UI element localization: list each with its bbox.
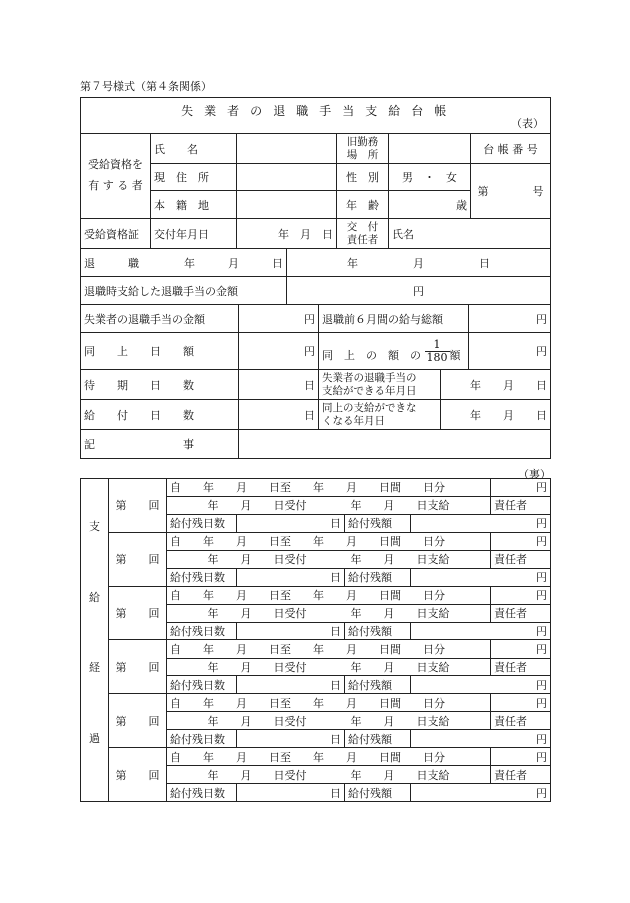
remaining-amount-field[interactable]: 円	[411, 784, 551, 802]
receipt-payment-date-field[interactable]: 年 月 日受付 年 月 日支給	[167, 550, 491, 568]
remaining-days-field[interactable]: 日	[237, 514, 345, 532]
waiting-days-label: 待 期 日 数	[81, 370, 239, 400]
pay-days-label: 給 付 日 数	[81, 400, 239, 430]
daily-amount-field[interactable]: 円	[239, 333, 319, 370]
responsible-person-label: 責任者	[494, 553, 527, 567]
cannot-pay-date-label: 同上の支給ができな くなる年月日	[319, 400, 441, 430]
remaining-amount-label: 給付残額	[345, 514, 411, 532]
back-ledger-table	[80, 478, 550, 802]
times-label: 第 回	[109, 748, 167, 802]
prev-workplace-field[interactable]	[389, 134, 471, 164]
issuer-name-field[interactable]	[389, 219, 551, 249]
receipt-payment-date-field[interactable]: 年 月 日受付 年 月 日支給	[167, 658, 491, 676]
remaining-days-label: 給付残日数	[167, 784, 237, 802]
payment-history-label-char: 支	[89, 519, 100, 533]
payment-period-field[interactable]: 自 年 月 日至 年 月 日間 日分	[167, 694, 491, 712]
notes-field[interactable]	[239, 430, 551, 459]
can-pay-date-field[interactable]: 年 月 日	[441, 370, 551, 400]
address-label: 現 住 所	[151, 164, 237, 191]
times-label: 第 回	[109, 586, 167, 640]
payment-period-field[interactable]: 自 年 月 日至 年 月 日間 日分	[167, 479, 491, 497]
receipt-payment-date-field[interactable]: 年 月 日受付 年 月 日支給	[167, 604, 491, 622]
responsible-person-label: 責任者	[494, 661, 527, 674]
responsible-person-field[interactable]	[491, 658, 551, 676]
address-field[interactable]	[237, 164, 337, 191]
name-label: 氏 名	[151, 134, 237, 164]
times-label: 第 回	[109, 532, 167, 586]
responsible-person-label: 責任者	[494, 768, 527, 782]
payment-period-field[interactable]: 自 年 月 日至 年 月 日間 日分	[167, 640, 491, 658]
remaining-amount-field[interactable]: 円	[411, 676, 551, 694]
remaining-amount-label: 給付残額	[345, 568, 411, 586]
back-side-label: （裏）	[518, 468, 551, 481]
responsible-person-field[interactable]	[491, 550, 551, 568]
form-number-label: 第７号様式（第４条関係）	[80, 80, 212, 93]
same-amount-label: 同 上 の 額 の	[322, 349, 421, 363]
front-side-label: （表）	[511, 117, 545, 130]
remaining-days-label: 給付残日数	[167, 568, 237, 586]
remaining-amount-field[interactable]: 円	[411, 622, 551, 640]
page-title: 失 業 者 の 退 職 手 当 支 給 台 帳	[181, 104, 450, 118]
remaining-days-label: 給付残日数	[167, 730, 237, 748]
remaining-days-field[interactable]: 日	[237, 622, 345, 640]
remaining-amount-field[interactable]: 円	[411, 514, 551, 532]
fraction	[425, 339, 450, 363]
sex-field[interactable]: 男 ・ 女	[389, 164, 471, 191]
remaining-days-label: 給付残日数	[167, 622, 237, 640]
remaining-days-field[interactable]: 日	[237, 568, 345, 586]
payment-period-field[interactable]: 自 年 月 日至 年 月 日間 日分	[167, 532, 491, 550]
issue-date-field[interactable]: 年 月 日	[237, 219, 337, 249]
payment-period-amount[interactable]: 円	[491, 640, 551, 658]
ledger-number-field[interactable]: 第 号	[471, 164, 551, 219]
remaining-amount-label: 給付残額	[345, 676, 411, 694]
issuer-name-label: 氏名	[392, 227, 414, 241]
remaining-days-label: 給付残日数	[167, 676, 237, 694]
remaining-days-label: 給付残日数	[167, 514, 237, 532]
payment-history-label-char: 経	[89, 661, 100, 675]
remaining-amount-label: 給付残額	[345, 730, 411, 748]
retire-date-field[interactable]: 年 月 日	[287, 249, 551, 277]
payment-history-label-column	[81, 479, 109, 802]
remaining-days-field[interactable]: 日	[237, 676, 345, 694]
waiting-days-field[interactable]: 日	[239, 370, 319, 400]
remaining-amount-label: 給付残額	[345, 784, 411, 802]
payment-period-amount[interactable]: 円	[491, 748, 551, 766]
responsible-person-label: 責任者	[494, 607, 527, 621]
responsible-person-label: 責任者	[494, 499, 527, 513]
responsible-person-field[interactable]	[491, 766, 551, 784]
fraction-numerator: 1	[425, 339, 450, 352]
responsible-person-field[interactable]	[491, 496, 551, 514]
fraction-label-cell	[319, 333, 469, 370]
times-label: 第 回	[109, 479, 167, 533]
domicile-field[interactable]	[237, 191, 337, 219]
wage-total-label: 退職前６月間の給与総額	[319, 305, 469, 333]
times-label: 第 回	[109, 640, 167, 694]
age-label: 年 齢	[337, 191, 389, 219]
payment-period-amount[interactable]: 円	[491, 532, 551, 550]
receipt-payment-date-field[interactable]: 年 月 日受付 年 月 日支給	[167, 766, 491, 784]
title-cell	[81, 98, 551, 134]
front-ledger-table	[80, 97, 550, 459]
issuer-label: 交 付 責任者	[337, 219, 389, 249]
retirement-amount-field[interactable]: 円	[239, 305, 319, 333]
payment-period-amount[interactable]: 円	[491, 694, 551, 712]
remaining-amount-field[interactable]: 円	[411, 568, 551, 586]
remaining-days-field[interactable]: 日	[237, 730, 345, 748]
ledger-number-label: 台 帳 番 号	[471, 134, 551, 164]
receipt-payment-date-field[interactable]: 年 月 日受付 年 月 日支給	[167, 712, 491, 730]
payment-period-amount[interactable]: 円	[491, 586, 551, 604]
eligible-person-label: 受給資格を 有 す る 者	[81, 134, 151, 219]
paid-amount-field[interactable]: 円	[287, 277, 551, 305]
responsible-person-field[interactable]	[491, 604, 551, 622]
remaining-days-field[interactable]: 日	[237, 784, 345, 802]
retire-date-cell[interactable]	[81, 249, 287, 277]
responsible-person-label: 責任者	[494, 714, 527, 728]
retirement-amount-label: 失業者の退職手当の金額	[81, 305, 239, 333]
payment-period-amount[interactable]: 円	[491, 479, 551, 497]
age-field[interactable]: 歳	[389, 191, 471, 219]
daily-amount-label: 同 上 日 額	[81, 333, 239, 370]
domicile-label: 本 籍 地	[151, 191, 237, 219]
payment-history-label-char: 給	[89, 590, 100, 604]
fraction-amount-field[interactable]: 円	[469, 333, 551, 370]
can-pay-date-label: 失業者の退職手当の 支給ができる年月日	[319, 370, 441, 400]
responsible-person-field[interactable]	[491, 712, 551, 730]
fraction-denominator: 180	[426, 350, 448, 364]
retire-date-label: 年 月 日	[184, 256, 283, 270]
receipt-payment-date-field[interactable]: 年 月 日受付 年 月 日支給	[167, 496, 491, 514]
paid-amount-label: 退職時支給した退職手当の金額	[81, 277, 287, 305]
remaining-amount-label: 給付残額	[345, 622, 411, 640]
pay-days-field[interactable]: 日	[239, 400, 319, 430]
certificate-label: 受給資格証	[81, 219, 151, 249]
retire-label: 退 職	[84, 256, 139, 270]
fraction-unit: 額	[449, 349, 461, 363]
payment-period-field[interactable]: 自 年 月 日至 年 月 日間 日分	[167, 748, 491, 766]
sex-label: 性 別	[337, 164, 389, 191]
remaining-amount-field[interactable]: 円	[411, 730, 551, 748]
payment-period-field[interactable]: 自 年 月 日至 年 月 日間 日分	[167, 586, 491, 604]
issue-date-label: 交付年月日	[151, 219, 237, 249]
cannot-pay-date-field[interactable]: 年 月 日	[441, 400, 551, 430]
notes-label: 記 事	[81, 430, 239, 459]
name-field[interactable]	[237, 134, 337, 164]
payment-history-label-char: 過	[89, 732, 100, 746]
prev-workplace-label: 旧勤務 場 所	[337, 134, 389, 164]
wage-total-field[interactable]: 円	[469, 305, 551, 333]
times-label: 第 回	[109, 694, 167, 748]
